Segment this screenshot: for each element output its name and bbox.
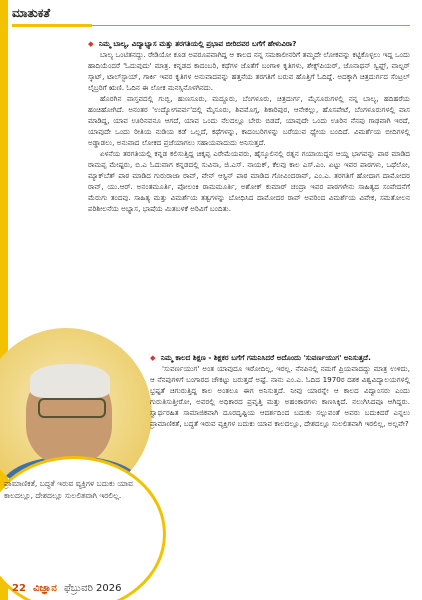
question-bullet-icon: ◆ <box>88 39 94 48</box>
answer-1-para-2: ಹೊರಗಿನ ವಾಸ್ತವದಲ್ಲಿ ಗುಬ್ಬಿ, ಹುಣಸೂರು, ಮದ್ದೂರು, ಬೆಂಗಳೂರು, ಚಿತ್ರದುರ್ಗ, ಮೈಸೂರುಗಳಲ್ಲಿ ನನ್ನ ಬಾಲ್ಯ, ಹದಿಹರೆಯ ಹಂಚಿಹೋಗಿದೆ. ಅನಂತರ 'ಉದ್ಯೋಗಪರ್ವ'ದಲ್ಲಿ ಮೈಸೂರು, ಶಿವಮೊಗ್ಗ, ಶಿಕಾರಿಪುರ, ಆನೇಕಲ್ಲು, ಹೊಸಪೇಟೆ, ಬೆಂಗಳೂರುಗಳಲ್ಲಿ ವಾಸ ಮಾಡಿದ್ದ, ಯಾವ ಊರಿನವನೂ ಆಗದೆ, ಯಾವ ಒಂದು ನೆಲದಲ್ಲೂ ಬೇರು ಬಿಡದೆ, ಯಾವುದೇ ಒಂದು ಊರಿನ ನೆನಪು ಗಾಢವಾಗಿ ಇರದೆ, ಯಾವುದೇ ಒಂದು ರೀತಿಯ ನುಡಿಯ ಕಡೆ ಒಲ್ಲದೆ, ಕಥೆಗಳನ್ನು, ಕಾದಂಬರಿಗಳನ್ನು ಬರೆಯುವ ಧ್ಯೇಯ ಬಂದಿದೆ. ವಿಮರ್ಶೆಯ ಬೀದಿಗಳಲ್ಲಿ ಅಡ್ಡಾಡಲು, ಅನುವಾದ ಲೋಕದ ಪ್ರಜೆಯಾಗಲು ಸಹಾಯವಾದುದು ಅನಿಸುತ್ತದೆ. <box>88 94 410 147</box>
question-2: ◆ ನಿಮ್ಮ ಕಾಲದ ಶಿಕ್ಷಣ - ಶಿಕ್ಷಕರ ಬಗೆಗೆ ಗಮನಿಸಿದರೆ ಅದೊಂದು 'ಸುವರ್ಣಯುಗ' ಅನಿಸುತ್ತದೆ. <box>150 353 371 362</box>
page-folio <box>12 583 121 594</box>
article-bottom <box>150 352 410 429</box>
header-rule <box>92 25 410 26</box>
answer-2: 'ಸುವರ್ಣಯುಗ' ಅಂತ ಯಾವುದೂ ಇರೋದಿಲ್ಲ, ಇರಲ್ಲ. ನೆನಪಿನಲ್ಲಿ ನಮಗೆ ಪ್ರಿಯವಾದದ್ದು ಮಾತ್ರ ಉಳಿದು, ಆ ನೆನಪುಗಳಿಗೆ ಬಂಗಾರದ ಚೌಕಟ್ಟು ಬರುತ್ತದೆ ಅಷ್ಟೆ. ನಾನು ಎಂ.ಎ. ಓದಿದ 1970ರ ದಶಕ ವಿಶ್ವವಿದ್ಯಾಲಯಗಳಲ್ಲಿ ಭ್ರಷ್ಟತೆ ಚಿಗುರುತ್ತಿದ್ದ ಕಾಲ ಅಂತಲೂ ಈಗ ಅನಿಸುತ್ತದೆ. ನೀವು ಯಾರನ್ನೇ ಆ ಕಾಲದ ವಿದ್ವಾಂಸರು ಎಂದು ಗುರುತಿಸುತ್ತೀರೋ, ಅವರಲ್ಲಿ ಅಧಿಕಾರದ ಪ್ರವೃತ್ತಿ ಮತ್ತು ಅಹಂಕಾರಗಳು ಕಾಣಸಿಕ್ಕಿದೆ. ನಲುಗಿಸಿದವೂ ಆಗಿದ್ದರು. ಸ್ವಾರ್ಥರಹಿತ ಸಾಮಾಜಿಕವಾಗಿ ದೂರದೃಷ್ಟಿಯ ಆದರ್ಶದಿಂದ ಬದುಕು ಸಲ್ಲುವಂತೆ ಅವರು ಬದುಕಿದರೆ ಎನ್ನಲು ಪ್ರಾಮಾಣಿಕತೆ, ಬದ್ಧತೆ ಇರುವ ವ್ಯಕ್ತಿಗಳ ಬದುಕು ಯಾವ ಕಾಲದಲ್ಲೂ, ದೇಶದಲ್ಲೂ ಸುಲಲಿತವಾಗಿ ಇರಲಿಲ್ಲ, ಅಲ್ಲವೇ? <box>150 364 410 428</box>
magazine-name: ವಿಜ್ಞಾನ <box>33 583 57 594</box>
question-1: ◆ ನಿಮ್ಮ ಬಾಲ್ಯ, ವಿದ್ಯಾಭ್ಯಾಸ ಮತ್ತು ತರಗತಿಯಲ್ಲಿ ಪ್ರಭಾವ ಬೀರಿದವರ ಬಗೆಗೆ ಹೇಳುವಿರಾ? <box>88 39 297 48</box>
answer-1-para-3: ಏಳನೆಯ ತರಗತಿಯಲ್ಲಿ ಕನ್ನಡ ಕಲಿಸುತ್ತಿದ್ದ ಚಿಕ್ಕಪ್ಪ ಎರೇಮೆಯವರು, ಹೈಸ್ಕೂಲಿನಲ್ಲಿ ರತ್ನನ ಗಯಾಯಿದ್ದನ ಆಯ್ದ ಭಾಗವನ್ನು ಪಾಠ ಮಾಡಿದ ರಾಮಪ್ಪ ಮೇಷ್ಟರು, ಬಿ.ಎ ಓದುವಾಗ ಕನ್ನಡದಲ್ಲಿ ಸುವಿನಾ, ಜಿ.ಎಸ್. ನಾಯಕ್, ಕೆಲವು ಕಾಲ ಎಸ್.ಎಂ. ಏಟ್ಟು ಇವರ ಪಾಠಗಳು, ಒಥೆಲೋ, ಮ್ಯಾಕ್‌ಬೆತ್ ಪಾಠ ಮಾಡಿದ ಗುರುರಾಜಾ ರಾವ್, ವೇನ್ ಆಸ್ಟಿನ್ ಪಾಠ ಮಾಡಿದ ಗೋವಿಂದರಾವ್, ಎಂ.ಎ. ತರಗತಿಗೆ ಹೋದಾಗ ದಾಮೋದರ ರಾವ್, ಯು.ಆರ್. ಅನಂತಮೂರ್ತಿ, ಪೋಲಂಕಿ ರಾಮಮೂರ್ತಿ, ಅಶೋಕ್ ಕುಮಾರ್ ಚಂದ್ರಾ ಇವರ ಪಾಠಗಳೇನು ಸಾಹಿತ್ಯದ ಸಂವೇದನೆಗೆ ಮೆರುಗು ತಂದವು. ಸಾಹಿತ್ಯ ಮತ್ತು ವಿಮರ್ಶೆಯ ತತ್ವಗಳನ್ನು ಬೋಧಿಸಿದ ದಾಮೋದರ ರಾವ್ ಅವರಿಂದ ವಿಮರ್ಶೆಯ ವಿವೇಕ, ಸಮತೋಲನ ಪರಿಶೀಲನೆಯ ಅಭ್ಯಾಸ, ಭಾಷೆಯ ಮಿತಬಳಕೆ ಅರಿವಿಗೆ ಬಂದಿತು. <box>88 149 410 213</box>
section-underline <box>12 24 92 27</box>
pull-quote: ಪ್ರಾಮಾಣಿಕತೆ, ಬದ್ಧತೆ ಇರುವ ವ್ಯಕ್ತಿಗಳ ಬದುಕು ಯಾವ ಕಾಲದಲ್ಲೂ, ದೇಶದಲ್ಲೂ ಸುಲಲಿತವಾಗಿ ಇರಲಿಲ್ಲ. <box>4 479 133 500</box>
question-bullet-icon: ◆ <box>150 353 156 362</box>
answer-1-para-1: ಬಾಲ್ಯ ಒಂಟಿತನದ್ದು. ರೇಡಿಯೋ ಕೂಡ ಅಪರೂಪವಾಗಿದ್ದ ಆ ಕಾಲದ ನನ್ನ ಸಮಕಾಲೀನರಿಗೆ ತಮ್ಮದೇ ಲೋಕವನ್ನು ಕಟ್ಟಿಕೊಳ್ಳಲು ಇದ್ದ ಒಂದು ಹಾದಿಯೆಂದರೆ 'ಓದುವುದು' ಮಾತ್ರ. ಕನ್ನಡದ ಕಾದಂಬರಿ, ಕಥೆಗಳ ಜೊತೆಗೆ ಬಂಗಾಳಿ ಕೃತಿಗಳು, ಶೇಕ್ಸ್‌ಪಿಯರ್, ಜೊನಾಥನ್ ಸ್ವಿಫ್ಟ್, ವಾಲ್ಟರ್ ಸ್ಕಾಟ್, ಟಾಲ್‌ಸ್ಟಾಯ್, ಗಾರ್ಕಿ ಇವರ ಕೃತಿಗಳ ಅನುವಾದವನ್ನು ಹತ್ತನೆಯ ತರಗತಿಗೆ ಬರುವ ಹೊತ್ತಿಗೆ ಓದಿದ್ದೆ. ಅದಕ್ಕಾಗಿ ಚಿತ್ರದುರ್ಗದ ಸೆಂಟ್ರಲ್ ಲೈಬ್ರರಿಗೆ ಋಣಿ. ಓದಿನ ಈ ಲೋಕ ಮನಸ್ಸಿನೊಳಗಿನದು. <box>88 50 410 92</box>
issue-date: ಫೆಬ್ರುವರಿ 2026 <box>63 583 122 594</box>
portrait-glasses <box>38 398 106 418</box>
portrait-hair <box>30 364 110 398</box>
page-number: 22 <box>12 583 26 594</box>
article-top <box>88 38 410 214</box>
section-title: ಮಾತುಕತೆ <box>12 6 51 20</box>
